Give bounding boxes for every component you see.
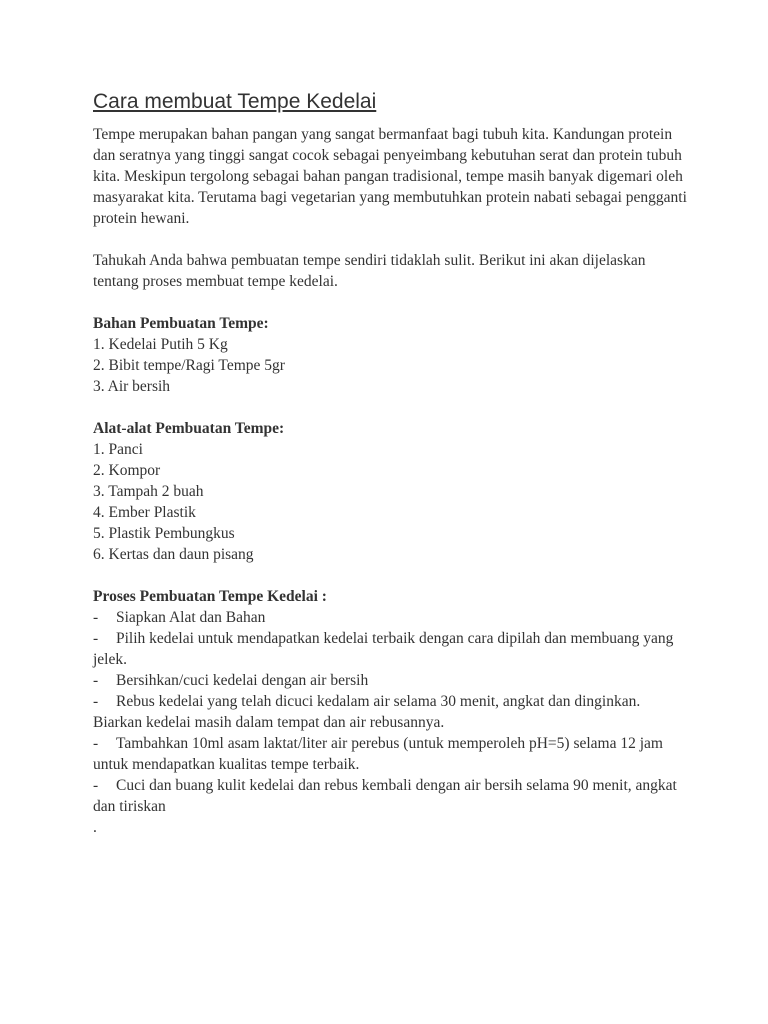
list-item: 1. Kedelai Putih 5 Kg [93, 336, 228, 353]
proses-section [93, 586, 693, 838]
step-item [93, 691, 693, 733]
alat-list [93, 439, 693, 565]
step-item [93, 775, 693, 817]
step-item [93, 670, 693, 691]
alat-heading: Alat-alat Pembuatan Tempe: [93, 420, 285, 437]
proses-heading: Proses Pembuatan Tempe Kedelai : [93, 588, 327, 605]
step-text: Cuci dan buang kulit kedelai dan rebus kembali dengan air bersih selama 90 menit, angkat dan tiriskan [93, 777, 677, 815]
step-text: Tambahkan 10ml asam laktat/liter air perebus (untuk memperoleh pH=5) selama 12 jam untuk mendapatkan kualitas tempe terbaik. [93, 735, 663, 773]
list-item: 4. Ember Plastik [93, 504, 196, 521]
bahan-list [93, 334, 693, 397]
list-item: 1. Panci [93, 441, 143, 458]
step-text: Rebus kedelai yang telah dicuci kedalam air selama 30 menit, angkat dan dinginkan. Biarkan kedelai masih dalam tempat dan air rebusannya. [93, 693, 641, 731]
list-item: 6. Kertas dan daun pisang [93, 546, 254, 563]
alat-section [93, 418, 693, 565]
bahan-heading: Bahan Pembuatan Tempe: [93, 315, 269, 332]
step-dash: - [93, 630, 99, 647]
list-item: 2. Bibit tempe/Ragi Tempe 5gr [93, 357, 285, 374]
step-text: Siapkan Alat dan Bahan [116, 609, 266, 626]
step-text: Bersihkan/cuci kedelai dengan air bersih [116, 672, 369, 689]
proses-steps [93, 607, 693, 817]
step-dash: - [93, 777, 99, 794]
step-dash: - [93, 735, 99, 752]
step-item [93, 733, 693, 775]
step-dash: - [93, 672, 99, 689]
step-item [93, 607, 693, 628]
bahan-section [93, 313, 693, 397]
step-text: Pilih kedelai untuk mendapatkan kedelai terbaik dengan cara dipilah dan membuang yang jelek. [93, 630, 674, 668]
intro-paragraph-1: Tempe merupakan bahan pangan yang sangat bermanfaat bagi tubuh kita. Kandungan protein dan seratnya yang tinggi sangat cocok sebagai penyeimbang kebutuhan serat dan protein tubuh kita. Meskipun tergolong sebagai bahan pangan tradisional, tempe masih banyak digemari oleh masyarakat kita. Terutama bagi vegetarian yang membutuhkan protein nabati sebagai pengganti protein hewani. [93, 126, 687, 227]
page-title: Cara membuat Tempe Kedelai [93, 90, 377, 113]
document-page [93, 88, 693, 838]
list-item: 2. Kompor [93, 462, 161, 479]
step-dash: - [93, 693, 99, 710]
step-item [93, 628, 693, 670]
list-item: 3. Air bersih [93, 378, 171, 395]
trailing-dot: . [93, 819, 97, 836]
intro-paragraph-2: Tahukah Anda bahwa pembuatan tempe sendiri tidaklah sulit. Berikut ini akan dijelaskan tentang proses membuat tempe kedelai. [93, 252, 646, 290]
list-item: 3. Tampah 2 buah [93, 483, 204, 500]
step-dash: - [93, 609, 99, 626]
list-item: 5. Plastik Pembungkus [93, 525, 235, 542]
